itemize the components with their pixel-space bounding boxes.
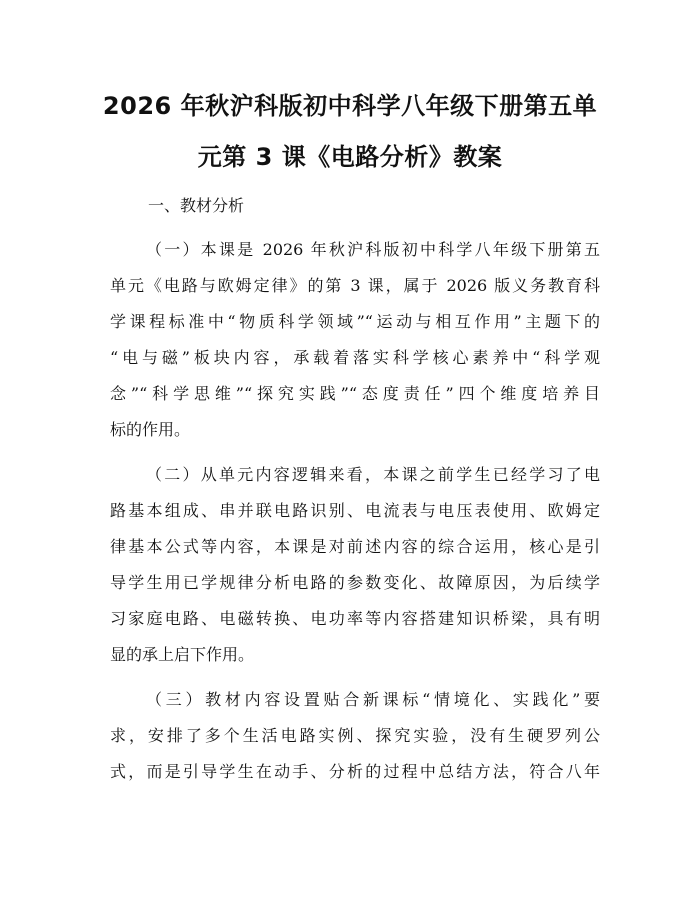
- paragraph-line: 习家庭电路、电磁转换、电功率等内容搭建知识桥梁，具有明: [110, 609, 600, 628]
- paragraph-line: 导学生用已学规律分析电路的参数变化、故障原因，为后续学: [110, 573, 600, 592]
- paragraph-line: （一）本课是 2026 年秋沪科版初中科学八年级下册第五: [146, 240, 600, 259]
- document-title-line-1: 2026 年秋沪科版初中科学八年级下册第五单: [102, 92, 598, 120]
- paragraph-line: 单元《电路与欧姆定律》的第 3 课，属于 2026 版义务教育科: [110, 276, 600, 295]
- paragraph-2: [110, 457, 600, 673]
- paragraph-line: 律基本公式等内容，本课是对前述内容的综合运用，核心是引: [110, 537, 600, 556]
- paragraph-line: “电与磁”板块内容，承载着落实科学核心素养中“科学观: [110, 348, 600, 367]
- paragraph-3: [110, 682, 600, 790]
- paragraph-line: 显的承上启下作用。: [110, 645, 255, 664]
- document-title-line-2: 元第 3 课《电路分析》教案: [197, 143, 503, 171]
- paragraph-line: 路基本组成、串并联电路识别、电流表与电压表使用、欧姆定: [110, 501, 600, 520]
- paragraph-1: [110, 232, 600, 448]
- paragraph-line: 标的作用。: [110, 420, 191, 439]
- paragraph-line: 念”“科学思维”“探究实践”“态度责任”四个维度培养目: [110, 384, 600, 403]
- paragraph-line: 学课程标准中“物质科学领域”“运动与相互作用”主题下的: [110, 312, 600, 331]
- section-heading: 一、教材分析: [148, 196, 245, 215]
- paragraph-line: 式，而是引导学生在动手、分析的过程中总结方法，符合八年: [110, 762, 600, 781]
- paragraph-line: （三）教材内容设置贴合新课标“情境化、实践化”要: [146, 690, 600, 709]
- paragraph-line: 求，安排了多个生活电路实例、探究实验，没有生硬罗列公: [110, 726, 600, 745]
- paragraph-line: （二）从单元内容逻辑来看，本课之前学生已经学习了电: [146, 465, 600, 484]
